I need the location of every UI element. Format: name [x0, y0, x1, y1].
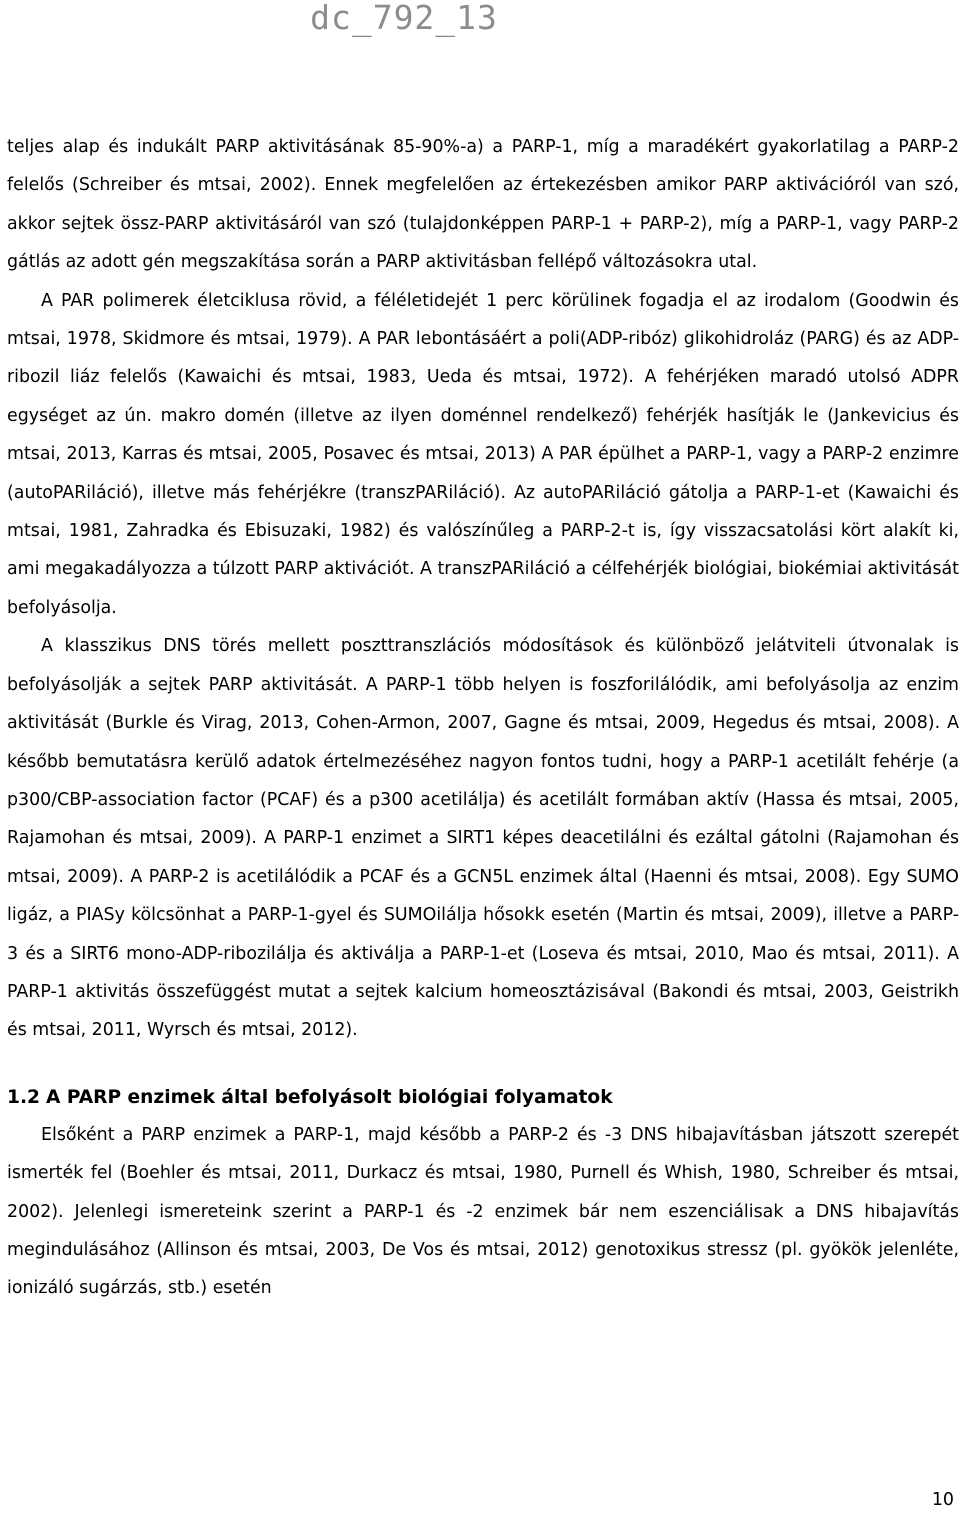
- section-number: 1.2: [7, 1086, 40, 1108]
- section-heading: [7, 1080, 959, 1116]
- paragraph-parp-activity-share: teljes alap és indukált PARP aktivitásának 85-90%-a) a PARP-1, míg a maradékért gyakorlatilag a PARP-2 felelős (Schreiber és mtsai, 2002). Ennek megfelelően az értekezésben amikor PARP aktivációról van szó, akkor sejtek össz-PARP aktivitásáról van szó (tulajdonképpen PARP-1 + PARP-2), míg a PARP-1, vagy PARP-2 gátlás az adott gén megszakítása során a PARP aktivitásban fellépő változásokra utal.: [7, 137, 959, 273]
- paragraph-par-polymer-lifecycle: A PAR polimerek életciklusa rövid, a féléletidejét 1 perc körülinek fogadja el az irodalom (Goodwin és mtsai, 1978, Skidmore és mtsai, 1979). A PAR lebontásáért a poli(ADP-ribóz) glikohidroláz (PARG) és az ADP-ribozil liáz felelős (Kawaichi és mtsai, 1983, Ueda és mtsai, 1972). A fehérjéken maradó utolsó ADPR egységet az ún. makro domén (illetve az ilyen doménnel rendelkező) fehérjék hasítják le (Jankevicius és mtsai, 2013, Karras és mtsai, 2005, Posavec és mtsai, 2013) A PAR épülhet a PARP-1, vagy a PARP-2 enzimre (autoPARiláció), illetve más fehérjékre (transzPARiláció). Az autoPARiláció gátolja a PARP-1-et (Kawaichi és mtsai, 1981, Zahradka és Ebisuzaki, 1982) és valószínűleg a PARP-2-t is, így visszacsatolási kört alakít ki, ami megakadályozza a túlzott PARP aktivációt. A transzPARiláció a célfehérjék biológiai, biokémiai aktivitását befolyásolja.: [7, 290, 959, 618]
- section-title: A PARP enzimek által befolyásolt biológiai folyamatok: [45, 1086, 613, 1108]
- document-body: [7, 128, 959, 1308]
- paragraph-dna-repair-role: Elsőként a PARP enzimek a PARP-1, majd később a PARP-2 és -3 DNS hibajavításban játszott szerepét ismerték fel (Boehler és mtsai, 2011, Durkacz és mtsai, 1980, Purnell és Whish, 1980, Schreiber és mtsai, 2002). Jelenlegi ismereteink szerint a PARP-1 és -2 enzimek bár nem eszenciálisak a DNS hibajavítás megindulásához (Allinson és mtsai, 2003, De Vos és mtsai, 2012) genotoxikus stressz (pl. gyökök jelenléte, ionizáló sugárzás, stb.) esetén: [7, 1124, 959, 1299]
- paragraph-posttranslational-modifications: A klasszikus DNS törés mellett poszttranszlációs módosítások és különböző jelátviteli útvonalak is befolyásolják a sejtek PARP aktivitását. A PARP-1 több helyen is foszforilálódik, ami befolyásolja az enzim aktivitását (Burkle és Virag, 2013, Cohen-Armon, 2007, Gagne és mtsai, 2009, Hegedus és mtsai, 2008). A később bemutatásra kerülő adatok értelmezéséhez nagyon fontos tudni, hogy a PARP-1 acetilált fehérje (a p300/CBP-association factor (PCAF) és a p300 acetilálja) és acetilált formában aktív (Hassa és mtsai, 2005, Rajamohan és mtsai, 2009). A PARP-1 enzimet a SIRT1 képes deacetilálni és ezáltal gátolni (Rajamohan és mtsai, 2009). A PARP-2 is acetilálódik a PCAF és a GCN5L enzimek által (Haenni és mtsai, 2008). Egy SUMO ligáz, a PIASy kölcsönhat a PARP-1-gyel és SUMOilálja hősokk esetén (Martin és mtsai, 2009), illetve a PARP-3 és a SIRT6 mono-ADP-ribozilálja és aktiválja a PARP-1-et (Loseva és mtsai, 2010, Mao és mtsai, 2011). A PARP-1 aktivitás összefüggést mutat a sejtek kalcium homeosztázisával (Bakondi és mtsai, 2003, Geistrikh és mtsai, 2011, Wyrsch és mtsai, 2012).: [7, 636, 959, 1041]
- document-watermark: dc_792_13: [310, 0, 498, 37]
- page-number: 10: [931, 1490, 954, 1510]
